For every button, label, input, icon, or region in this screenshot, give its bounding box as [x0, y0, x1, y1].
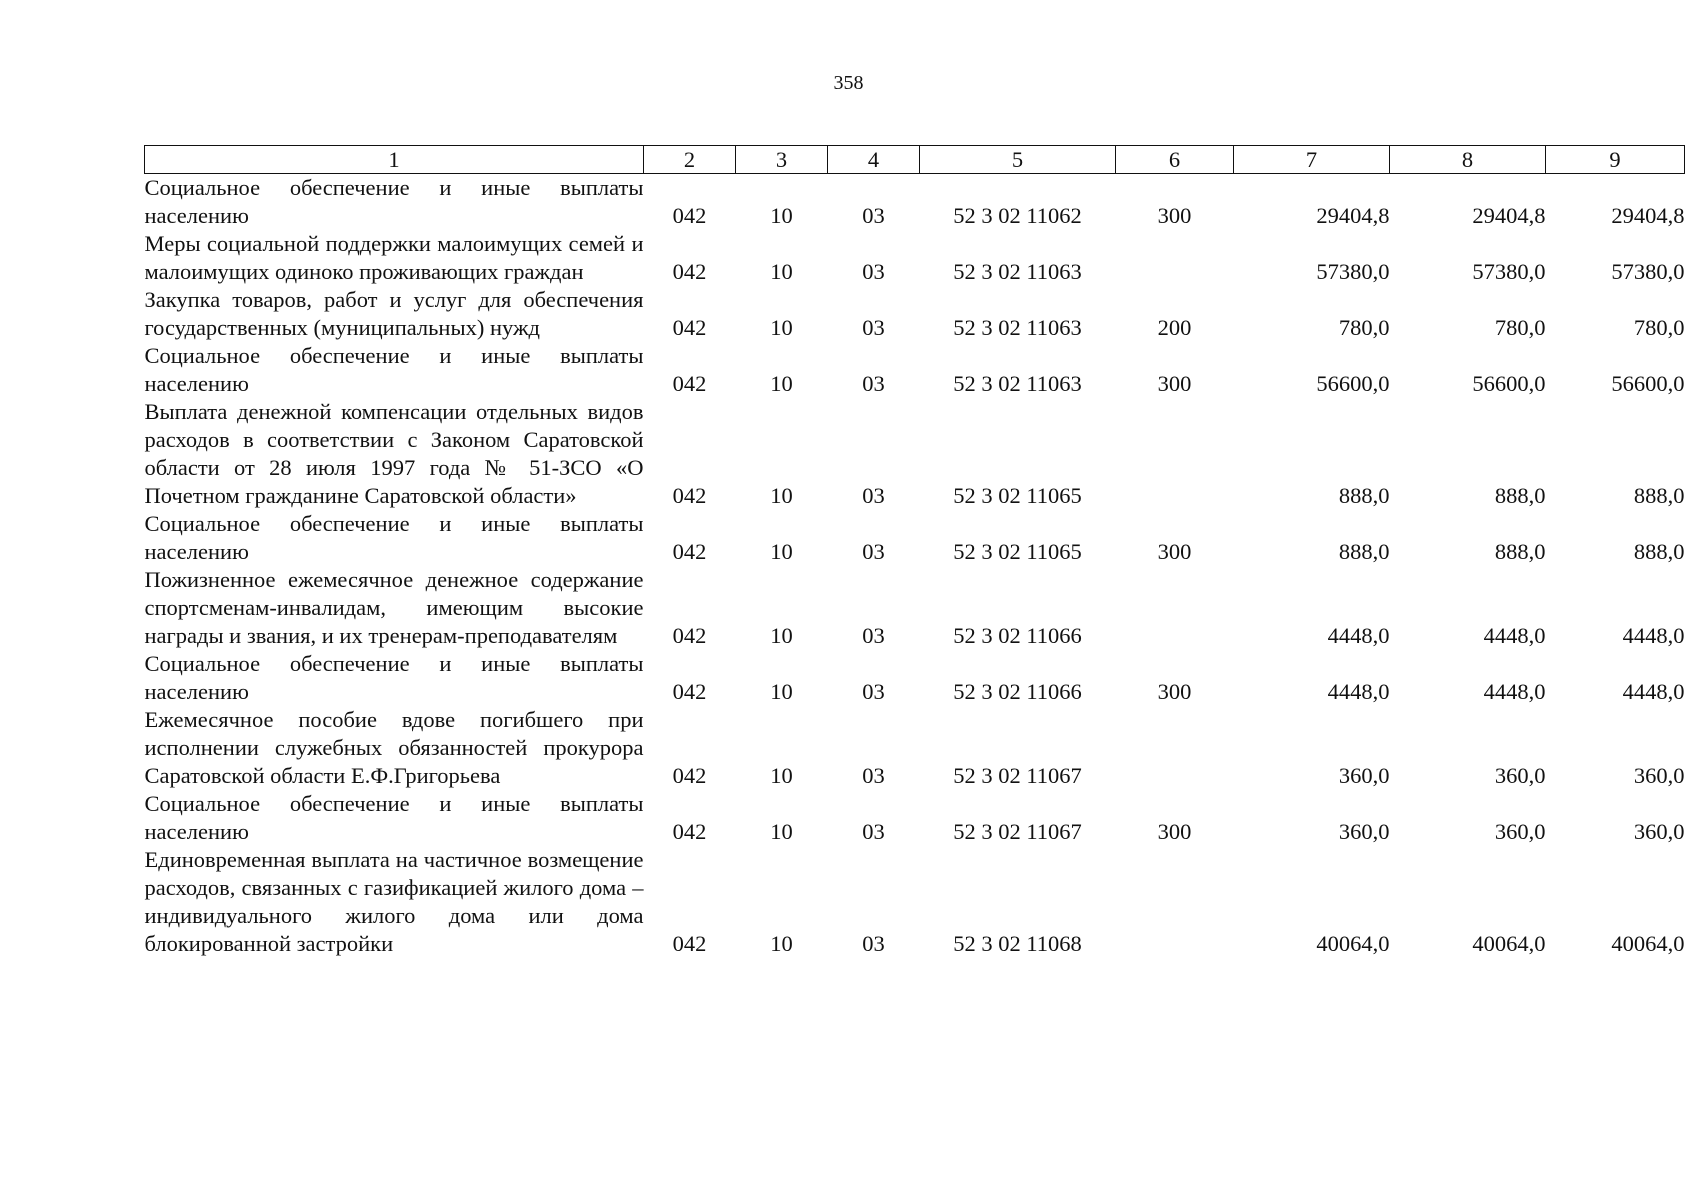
amount-col-7: 360,0	[1338, 819, 1390, 844]
section-code: 10	[770, 539, 793, 564]
amount-col-9: 4448,0	[1622, 623, 1685, 648]
subsection-code: 03	[862, 931, 885, 956]
amount-col-7: 888,0	[1338, 483, 1390, 508]
expense-type-code: 300	[1157, 203, 1192, 228]
section-code: 10	[770, 483, 793, 508]
table-row	[145, 510, 1685, 566]
ministry-code: 042	[672, 371, 707, 396]
expense-type-code: 300	[1157, 539, 1192, 564]
ministry-code: 042	[672, 931, 707, 956]
item-name: Социальное обеспечение и иные выплаты населению	[144, 791, 644, 844]
amount-col-7: 888,0	[1338, 539, 1390, 564]
subsection-code: 03	[862, 371, 885, 396]
expense-type-code	[1116, 230, 1234, 286]
subsection-code: 03	[862, 539, 885, 564]
target-article-code: 52 3 02 11066	[953, 623, 1082, 648]
amount-col-9: 4448,0	[1622, 679, 1685, 704]
table-row	[145, 174, 1685, 231]
budget-table	[144, 145, 1685, 958]
amount-col-8: 4448,0	[1483, 623, 1546, 648]
amount-col-8: 888,0	[1494, 539, 1546, 564]
table-row	[145, 286, 1685, 342]
subsection-code: 03	[862, 623, 885, 648]
item-name: Меры социальной поддержки малоимущих семей и малоимущих одиноко проживающих граждан	[144, 231, 644, 284]
subsection-code: 03	[862, 203, 885, 228]
table-row	[145, 230, 1685, 286]
table-row	[145, 650, 1685, 706]
amount-col-7: 56600,0	[1316, 371, 1390, 396]
page-number: 358	[833, 72, 864, 94]
column-header: 7	[1234, 146, 1390, 174]
header-row	[145, 146, 1685, 174]
expense-type-code: 200	[1157, 315, 1192, 340]
amount-col-7: 780,0	[1338, 315, 1390, 340]
expense-type-code: 300	[1157, 679, 1192, 704]
expense-type-code	[1116, 398, 1234, 510]
target-article-code: 52 3 02 11065	[953, 483, 1082, 508]
item-name: Социальное обеспечение и иные выплаты населению	[144, 511, 644, 564]
amount-col-9: 888,0	[1633, 539, 1685, 564]
table-header	[145, 146, 1685, 174]
column-header: 8	[1390, 146, 1546, 174]
column-header: 9	[1546, 146, 1685, 174]
section-code: 10	[770, 763, 793, 788]
expense-type-code: 300	[1157, 819, 1192, 844]
amount-col-8: 40064,0	[1472, 931, 1546, 956]
section-code: 10	[770, 931, 793, 956]
item-name: Социальное обеспечение и иные выплаты населению	[144, 651, 644, 704]
expense-type-code	[1116, 566, 1234, 650]
amount-col-7: 57380,0	[1316, 259, 1390, 284]
target-article-code: 52 3 02 11066	[953, 679, 1082, 704]
target-article-code: 52 3 02 11065	[953, 539, 1082, 564]
subsection-code: 03	[862, 679, 885, 704]
table-body	[145, 174, 1685, 959]
item-name: Пожизненное ежемесячное денежное содержание спортсменам-инвалидам, имеющим высокие награды и звания, и их тренерам-преподавателям	[144, 567, 644, 648]
column-header: 6	[1116, 146, 1234, 174]
subsection-code: 03	[862, 763, 885, 788]
section-code: 10	[770, 679, 793, 704]
section-code: 10	[770, 259, 793, 284]
target-article-code: 52 3 02 11063	[953, 371, 1082, 396]
table-row	[145, 706, 1685, 790]
amount-col-8: 29404,8	[1472, 203, 1546, 228]
amount-col-7: 40064,0	[1316, 931, 1390, 956]
amount-col-8: 888,0	[1494, 483, 1546, 508]
amount-col-9: 888,0	[1633, 483, 1685, 508]
subsection-code: 03	[862, 259, 885, 284]
column-header: 5	[920, 146, 1116, 174]
amount-col-9: 29404,8	[1611, 203, 1685, 228]
section-code: 10	[770, 371, 793, 396]
amount-col-8: 4448,0	[1483, 679, 1546, 704]
ministry-code: 042	[672, 763, 707, 788]
amount-col-9: 57380,0	[1611, 259, 1685, 284]
amount-col-8: 56600,0	[1472, 371, 1546, 396]
column-header: 3	[736, 146, 828, 174]
amount-col-7: 4448,0	[1327, 623, 1390, 648]
subsection-code: 03	[862, 483, 885, 508]
target-article-code: 52 3 02 11068	[953, 931, 1082, 956]
item-name: Выплата денежной компенсации отдельных видов расходов в соответствии с Законом Саратовской области от 28 июля 1997 года № 51-ЗСО «О Почетном гражданине Саратовской области»	[144, 399, 644, 508]
amount-col-8: 360,0	[1494, 819, 1546, 844]
column-header: 1	[145, 146, 644, 174]
table-row	[145, 342, 1685, 398]
subsection-code: 03	[862, 315, 885, 340]
section-code: 10	[770, 203, 793, 228]
column-header: 2	[644, 146, 736, 174]
target-article-code: 52 3 02 11063	[953, 315, 1082, 340]
expense-type-code	[1116, 706, 1234, 790]
target-article-code: 52 3 02 11067	[953, 819, 1082, 844]
amount-col-8: 57380,0	[1472, 259, 1546, 284]
item-name: Ежемесячное пособие вдове погибшего при исполнении служебных обязанностей прокурора Саратовской области Е.Ф.Григорьева	[144, 707, 644, 788]
ministry-code: 042	[672, 203, 707, 228]
target-article-code: 52 3 02 11062	[953, 203, 1082, 228]
column-header: 4	[828, 146, 920, 174]
ministry-code: 042	[672, 539, 707, 564]
table-row	[145, 398, 1685, 510]
ministry-code: 042	[672, 259, 707, 284]
item-name: Социальное обеспечение и иные выплаты населению	[144, 175, 644, 228]
item-name: Единовременная выплата на частичное возмещение расходов, связанных с газификацией жилого дома – индивидуального жилого дома или дома блокированной застройки	[144, 847, 644, 956]
amount-col-9: 56600,0	[1611, 371, 1685, 396]
table-row	[145, 846, 1685, 958]
section-code: 10	[770, 623, 793, 648]
table-row	[145, 566, 1685, 650]
target-article-code: 52 3 02 11067	[953, 763, 1082, 788]
amount-col-9: 360,0	[1633, 763, 1685, 788]
ministry-code: 042	[672, 679, 707, 704]
ministry-code: 042	[672, 819, 707, 844]
amount-col-7: 29404,8	[1316, 203, 1390, 228]
ministry-code: 042	[672, 623, 707, 648]
amount-col-7: 4448,0	[1327, 679, 1390, 704]
amount-col-9: 40064,0	[1611, 931, 1685, 956]
section-code: 10	[770, 315, 793, 340]
expense-type-code: 300	[1157, 371, 1192, 396]
item-name: Закупка товаров, работ и услуг для обеспечения государственных (муниципальных) нужд	[144, 287, 644, 340]
amount-col-9: 780,0	[1633, 315, 1685, 340]
expense-type-code	[1116, 846, 1234, 958]
subsection-code: 03	[862, 819, 885, 844]
amount-col-8: 780,0	[1494, 315, 1546, 340]
ministry-code: 042	[672, 483, 707, 508]
amount-col-7: 360,0	[1338, 763, 1390, 788]
item-name: Социальное обеспечение и иные выплаты населению	[144, 343, 644, 396]
amount-col-9: 360,0	[1633, 819, 1685, 844]
table-row	[145, 790, 1685, 846]
ministry-code: 042	[672, 315, 707, 340]
amount-col-8: 360,0	[1494, 763, 1546, 788]
section-code: 10	[770, 819, 793, 844]
target-article-code: 52 3 02 11063	[953, 259, 1082, 284]
